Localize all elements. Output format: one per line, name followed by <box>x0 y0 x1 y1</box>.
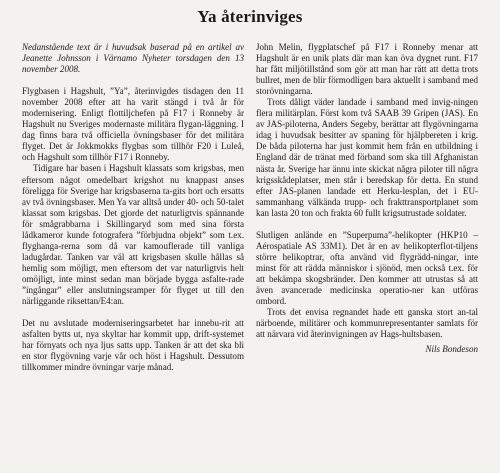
body-paragraph: Flygbasen i Hagshult, ”Ya”, återinvigdes tisdagen den 11 november 2008 efter att ha varit stängd i två år för modernisering. Enligt flottiljchefen på F17 i Ronneby är Hagshult nu Sveriges modernaste militära flygan-läggning. I dag finns bara två officiella övningsbaser för det militära flyget. Det är Jokkmokks flygbas som tillhör F20 i Luleå, och Hagshult som tillhör F17 i Ronneby. <box>22 86 244 163</box>
body-paragraph: Trots det envisa regnandet hade ett ganska stort an-tal närboende, militärer och kommunrepresentanter samlats för att närvara vid återinvigningen av Hags-hultsbasen. <box>256 307 478 340</box>
article-intro: Nedanstående text är i huvudsak baserad på en artikel av Jeanette Johnsson i Värnamo Nyheter torsdagen den 13 november 2008. <box>22 42 244 75</box>
left-column <box>22 42 244 373</box>
body-paragraph: Tidigare har basen i Hagshult klassats som krigsbas, men eftersom något omedelbart krigshot nu knappast anses föreligga för Sverige har krigsbaserna ta-gits bort och ersatts av två övningsbaser. Men Ya var alltså under 40- och 50-talet klassat som krigsbas. Det gjorde det naturligtvis spännande för smågrabbarna i Skillingaryd som med sina första lådkameror kunde fotografera ”förbjudna objekt” som t.ex. flyghanga-rerna som då var kamouflerade till vanliga ladugårdar. Tanken var väl att krigsbasen skulle hållas så hemlig som möjligt, men eftersom det var naturligtvis helt omöjligt, inte minst sedan man började bygga asfalte-rade ”ingångar” eller anslutningsramper för flyget ut till den närliggande riksettan/E4:an. <box>22 163 244 307</box>
article-title: Ya återinviges <box>197 7 303 26</box>
body-paragraph: Slutligen anlände en ”Superpuma”-helikopter (HKP10 – Aérospatiale AS 33M1). Det är en av helikopterflot-tiljens större helikoptrar, ofta använd vid flygrädd-ningar, inte minst för att rädda människor i sjönöd, men också t.ex. för att bekämpa skogsbränder. Den kommer att utrustas så att även avancerade medicinska operatio-ner kan utföras ombord. <box>256 229 478 307</box>
body-paragraph: John Melin, flygplatschef på F17 i Ronneby menar att Hagshult är en unik plats där man kan öva dygnet runt. F17 har fått miljötillstånd som gör att man har rätt att detta trots bullret, men de blir förmodligen bara aktuellt i samband med storövningarna. <box>256 42 478 97</box>
author-signature: Nils Bondeson <box>425 344 478 355</box>
body-paragraph: Trots dåligt väder landade i samband med invig-ningen flera militärplan. Först kom två SAAB 39 Gripen (JAS). En av JAS-piloterna, Anders Segeby, berättar att flygövningarna idag i huvudsak besitter av spaning för hjälpbereten i krig. De båda piloterna har just kommit hem från en utbildning i England där de tränat med förband som ska till Afghanistan nästa år. Sverige har ännu inte skickat några piloter till några krigsskådeplatser, men står i beredskap för detta. En stund efter JAS-planen landade ett Herku-lesplan, det i EU-sammanhang välkända trupp- och frakttransportplanet som kan lasta 20 ton och frakta 60 fullt krigsutrustade soldater. <box>256 97 478 218</box>
body-paragraph: Det nu avslutade moderniseringsarbetet har innebu-rit att asfalten bytts ut, nya skyltar har kommit upp, drift-systemet har förnyats och nya ljus satts upp. Tanken är att det ska bli en stor flygövning varje vår och höst i Hagshult. Dessutom tillkommer mindre övningar varje månad. <box>22 318 244 373</box>
right-column <box>256 42 478 355</box>
